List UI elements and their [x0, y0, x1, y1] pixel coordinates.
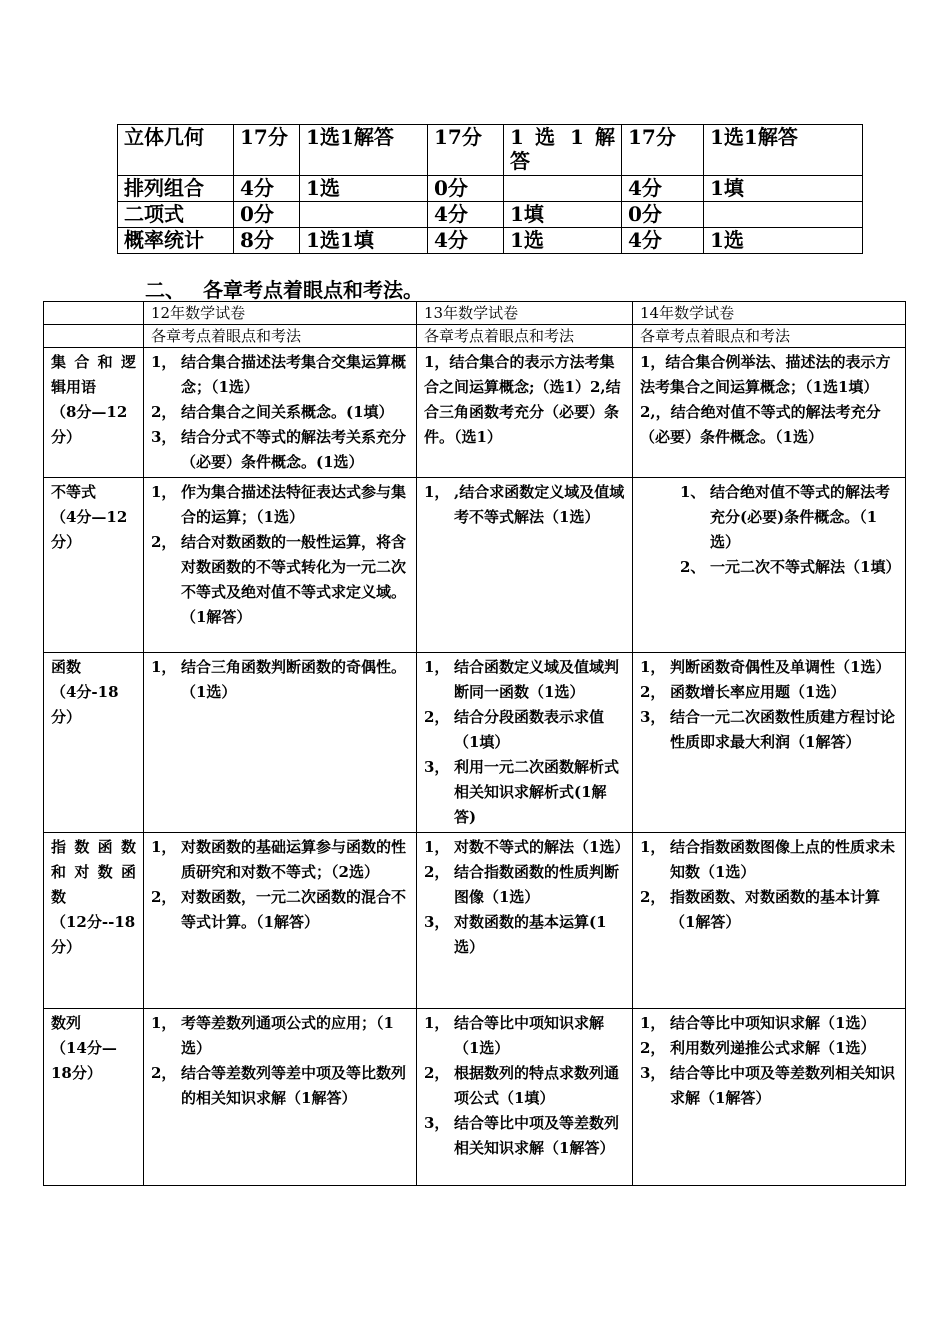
table-header-cell: 各章考点着眼点和考法: [417, 325, 633, 348]
item-number: 1、: [680, 483, 706, 501]
item-number: 2，: [424, 1064, 450, 1082]
score-table: [117, 124, 863, 254]
cell-text: 1，结合集合例举法、描述法的表示方法考集合之间运算概念；（1选1填）2,，结合绝对值不等式的解法考充分（必要）条件概念。（1选）: [640, 353, 891, 446]
list-item: [151, 1061, 409, 1111]
y13-cell: [417, 478, 633, 653]
item-number: 2，: [424, 863, 450, 881]
table-cell: 4分: [622, 228, 704, 254]
exam-analysis-table: [43, 301, 906, 1186]
item-number: 2，: [640, 1039, 666, 1057]
item-text: 结合等比中项及等差数列相关知识求解（1解答）: [670, 1064, 896, 1107]
y13-cell: [417, 833, 633, 1009]
item-text: 结合等比中项及等差数列相关知识求解（1解答）: [454, 1114, 620, 1157]
section-title: 各章考点着眼点和考法。: [203, 278, 423, 302]
y12-cell: [144, 478, 417, 653]
item-text: 考等差数列通项公式的应用；（1选）: [181, 1014, 394, 1057]
topic-score-range: （8分—12分）: [51, 403, 128, 446]
item-number: 2，: [151, 1064, 177, 1082]
point-list: [151, 350, 409, 475]
table-cell: 1选: [504, 228, 622, 254]
point-list: [640, 1011, 898, 1111]
point-list: [151, 480, 409, 630]
table-header-cell: 12年数学试卷: [144, 302, 417, 325]
list-item: [424, 1111, 625, 1161]
point-list: [424, 655, 625, 830]
item-number: 2，: [424, 708, 450, 726]
item-number: 1，: [151, 1014, 177, 1032]
item-text: ,结合求函数定义域及值域考不等式解法（1选）: [454, 483, 625, 526]
topic-cell: [44, 478, 144, 653]
topic-name-cont: 数: [51, 888, 67, 906]
table-cell: 1选1解答: [300, 125, 428, 176]
item-number: 1，: [151, 353, 177, 371]
table-row: [44, 1009, 906, 1186]
list-item: [151, 425, 409, 475]
table-subheader-row: [44, 325, 906, 348]
item-text: 根据数列的特点求数列通项公式（1填）: [454, 1064, 620, 1107]
topic-name: 数列: [51, 1014, 82, 1032]
y13-cell: [417, 1009, 633, 1186]
item-number: 2、: [680, 558, 706, 576]
item-text: 对数不等式的解法（1选）: [454, 838, 630, 856]
point-list: [424, 480, 625, 530]
point-list: [640, 480, 901, 580]
list-item: [640, 680, 898, 705]
table-cell: 排列组合: [118, 176, 234, 202]
y14-cell: [633, 478, 906, 653]
list-item: [424, 755, 625, 830]
item-text: 利用数列递推公式求解（1选）: [670, 1039, 876, 1057]
item-text: 结合三角函数判断函数的奇偶性。（1选）: [181, 658, 407, 701]
item-text: 结合等比中项知识求解（1选）: [454, 1014, 605, 1057]
item-number: 2，: [151, 403, 177, 421]
list-item: [424, 860, 625, 910]
table-header-cell: 13年数学试卷: [417, 302, 633, 325]
item-text: 结合一元二次函数性质建方程讨论性质即求最大利润（1解答）: [670, 708, 896, 751]
item-number: 3，: [424, 1114, 450, 1132]
table-cell: 4分: [622, 176, 704, 202]
y14-cell: [633, 1009, 906, 1186]
list-item: [640, 1036, 898, 1061]
item-text: 结合绝对值不等式的解法考充分(必要)条件概念。（1选）: [710, 483, 891, 551]
list-item: [640, 835, 898, 885]
table-cell: 概率统计: [118, 228, 234, 254]
item-text: 函数增长率应用题（1选）: [670, 683, 846, 701]
topic-cell: [44, 833, 144, 1009]
item-text: 结合指数函数图像上点的性质求未知数（1选）: [670, 838, 896, 881]
table-cell: 1填: [504, 202, 622, 228]
item-text: 作为集合描述法特征表达式参与集合的运算；（1选）: [181, 483, 407, 526]
item-number: 1，: [151, 838, 177, 856]
item-text: 对数函数，一元二次函数的混合不等式计算。（1解答）: [181, 888, 407, 931]
point-list: [424, 835, 630, 960]
table-header-cell: [44, 302, 144, 325]
table-row: [118, 176, 863, 202]
table-header-cell: 各章考点着眼点和考法: [633, 325, 906, 348]
point-list: [424, 1011, 625, 1161]
topic-name: 函数: [51, 658, 82, 676]
item-number: 1，: [640, 1014, 666, 1032]
table-row: [118, 228, 863, 254]
list-item: [424, 705, 625, 755]
y14-cell: [633, 348, 906, 478]
list-item: [640, 555, 901, 580]
item-text: 结合函数定义域及值域判断同一函数（1选）: [454, 658, 620, 701]
table-cell: 8分: [234, 228, 300, 254]
list-item: [424, 1061, 625, 1111]
table-row: [118, 202, 863, 228]
y14-cell: [633, 833, 906, 1009]
point-list: [151, 835, 409, 935]
y14-cell: [633, 653, 906, 833]
item-number: 1，: [151, 483, 177, 501]
item-text: 一元二次不等式解法（1填）: [710, 558, 901, 576]
y12-cell: [144, 833, 417, 1009]
table-cell: 1 选 1 解答: [504, 125, 622, 176]
item-text: 对数函数的基础运算参与函数的性质研究和对数不等式；（2选）: [181, 838, 407, 881]
list-item: [151, 480, 409, 530]
table-cell: 1选: [704, 228, 863, 254]
table-cell: [704, 202, 863, 228]
item-text: 结合指数函数的性质判断图像（1选）: [454, 863, 620, 906]
table-cell: 1选1解答: [704, 125, 863, 176]
item-number: 1，: [424, 483, 450, 501]
topic-score-range: （4分-18分）: [51, 683, 119, 726]
y13-cell: [417, 653, 633, 833]
table-row: [118, 125, 863, 176]
table-row: [44, 653, 906, 833]
table-cell: 0分: [234, 202, 300, 228]
list-item: [151, 400, 409, 425]
table-header-cell: 14年数学试卷: [633, 302, 906, 325]
topic-cell: [44, 1009, 144, 1186]
item-text: 结合集合描述法考集合交集运算概念；（1选）: [181, 353, 407, 396]
point-list: [640, 835, 898, 935]
topic-score-range: （4分—12分）: [51, 508, 128, 551]
section-number: 二、: [145, 278, 185, 302]
item-number: 1，: [424, 1014, 450, 1032]
item-text: 结合对数函数的一般性运算，将含对数函数的不等式转化为一元二次不等式及绝对值不等式求定义域。（1解答）: [181, 533, 407, 626]
section-heading: [145, 277, 423, 303]
table-cell: 4分: [428, 228, 504, 254]
topic-score-range: （12分--18分）: [51, 913, 136, 956]
list-item: [151, 530, 409, 630]
table-cell: 二项式: [118, 202, 234, 228]
table-cell: 4分: [234, 176, 300, 202]
item-text: 判断函数奇偶性及单调性（1选）: [670, 658, 891, 676]
item-text: 结合集合之间关系概念。(1填）: [181, 403, 394, 421]
topic-name: 不等式: [51, 483, 97, 501]
point-list: [640, 655, 898, 755]
item-text: 结合分段函数表示求值（1填）: [454, 708, 605, 751]
topic-cell: [44, 348, 144, 478]
table-cell: 17分: [234, 125, 300, 176]
item-number: 3，: [424, 913, 450, 931]
list-item: [424, 1011, 625, 1061]
item-number: 3，: [640, 708, 666, 726]
table-cell: 1选1填: [300, 228, 428, 254]
item-text: 结合等差数列等差中项及等比数列的相关知识求解（1解答）: [181, 1064, 407, 1107]
list-item: [424, 655, 625, 705]
point-list: [151, 1011, 409, 1111]
table-cell: 0分: [428, 176, 504, 202]
table-cell: 17分: [622, 125, 704, 176]
list-item: [424, 910, 625, 960]
table-header-cell: [44, 325, 144, 348]
y13-cell: [417, 348, 633, 478]
table-cell: [504, 176, 622, 202]
y12-cell: [144, 1009, 417, 1186]
item-text: 对数函数的基本运算(1选）: [454, 913, 607, 956]
item-number: 2，: [640, 683, 666, 701]
y12-cell: [144, 348, 417, 478]
table-header-row: [44, 302, 906, 325]
item-number: 3，: [151, 428, 177, 446]
item-number: 1，: [640, 838, 666, 856]
item-text: 结合等比中项知识求解（1选）: [670, 1014, 876, 1032]
list-item: [640, 1011, 898, 1036]
item-number: 3，: [424, 758, 450, 776]
list-item: [640, 1061, 898, 1111]
list-item: [151, 885, 409, 935]
table-cell: 0分: [622, 202, 704, 228]
item-text: 利用一元二次函数解析式相关知识求解析式(1解答): [454, 758, 620, 826]
topic-name-cont: 辑用语: [51, 378, 97, 396]
cell-text: 1，结合集合的表示方法考集合之间运算概念;（选1）2,结合三角函数考充分（必要）条件。（选1）: [424, 353, 621, 446]
table-cell: 4分: [428, 202, 504, 228]
table-cell: 1填: [704, 176, 863, 202]
item-number: 2，: [151, 888, 177, 906]
topic-name: 集合和逻: [51, 353, 136, 371]
item-number: 2，: [640, 888, 666, 906]
item-number: 1，: [424, 838, 450, 856]
table-cell: 立体几何: [118, 125, 234, 176]
table-row: [44, 833, 906, 1009]
y12-cell: [144, 653, 417, 833]
table-cell: [300, 202, 428, 228]
table-row: [44, 478, 906, 653]
item-number: 1，: [424, 658, 450, 676]
list-item: [640, 705, 898, 755]
list-item: [640, 655, 898, 680]
list-item: [151, 350, 409, 400]
topic-name: 指数函数: [51, 838, 136, 856]
item-text: 指数函数、对数函数的基本计算（1解答）: [670, 888, 881, 931]
list-item: [151, 835, 409, 885]
item-number: 3，: [640, 1064, 666, 1082]
item-number: 1，: [640, 658, 666, 676]
table-cell: 1选: [300, 176, 428, 202]
list-item: [640, 480, 898, 555]
topic-score-range: （14分—18分）: [51, 1039, 117, 1082]
topic-name-cont: 和对数函: [51, 863, 136, 881]
list-item: [424, 480, 625, 530]
list-item: [151, 655, 409, 705]
table-row: [44, 348, 906, 478]
list-item: [640, 885, 898, 935]
item-number: 2，: [151, 533, 177, 551]
table-cell: 17分: [428, 125, 504, 176]
topic-cell: [44, 653, 144, 833]
item-text: 结合分式不等式的解法考关系充分（必要）条件概念。(1选）: [181, 428, 407, 471]
point-list: [151, 655, 409, 705]
table-header-cell: 各章考点着眼点和考法: [144, 325, 417, 348]
list-item: [424, 835, 630, 860]
list-item: [151, 1011, 409, 1061]
item-number: 1，: [151, 658, 177, 676]
